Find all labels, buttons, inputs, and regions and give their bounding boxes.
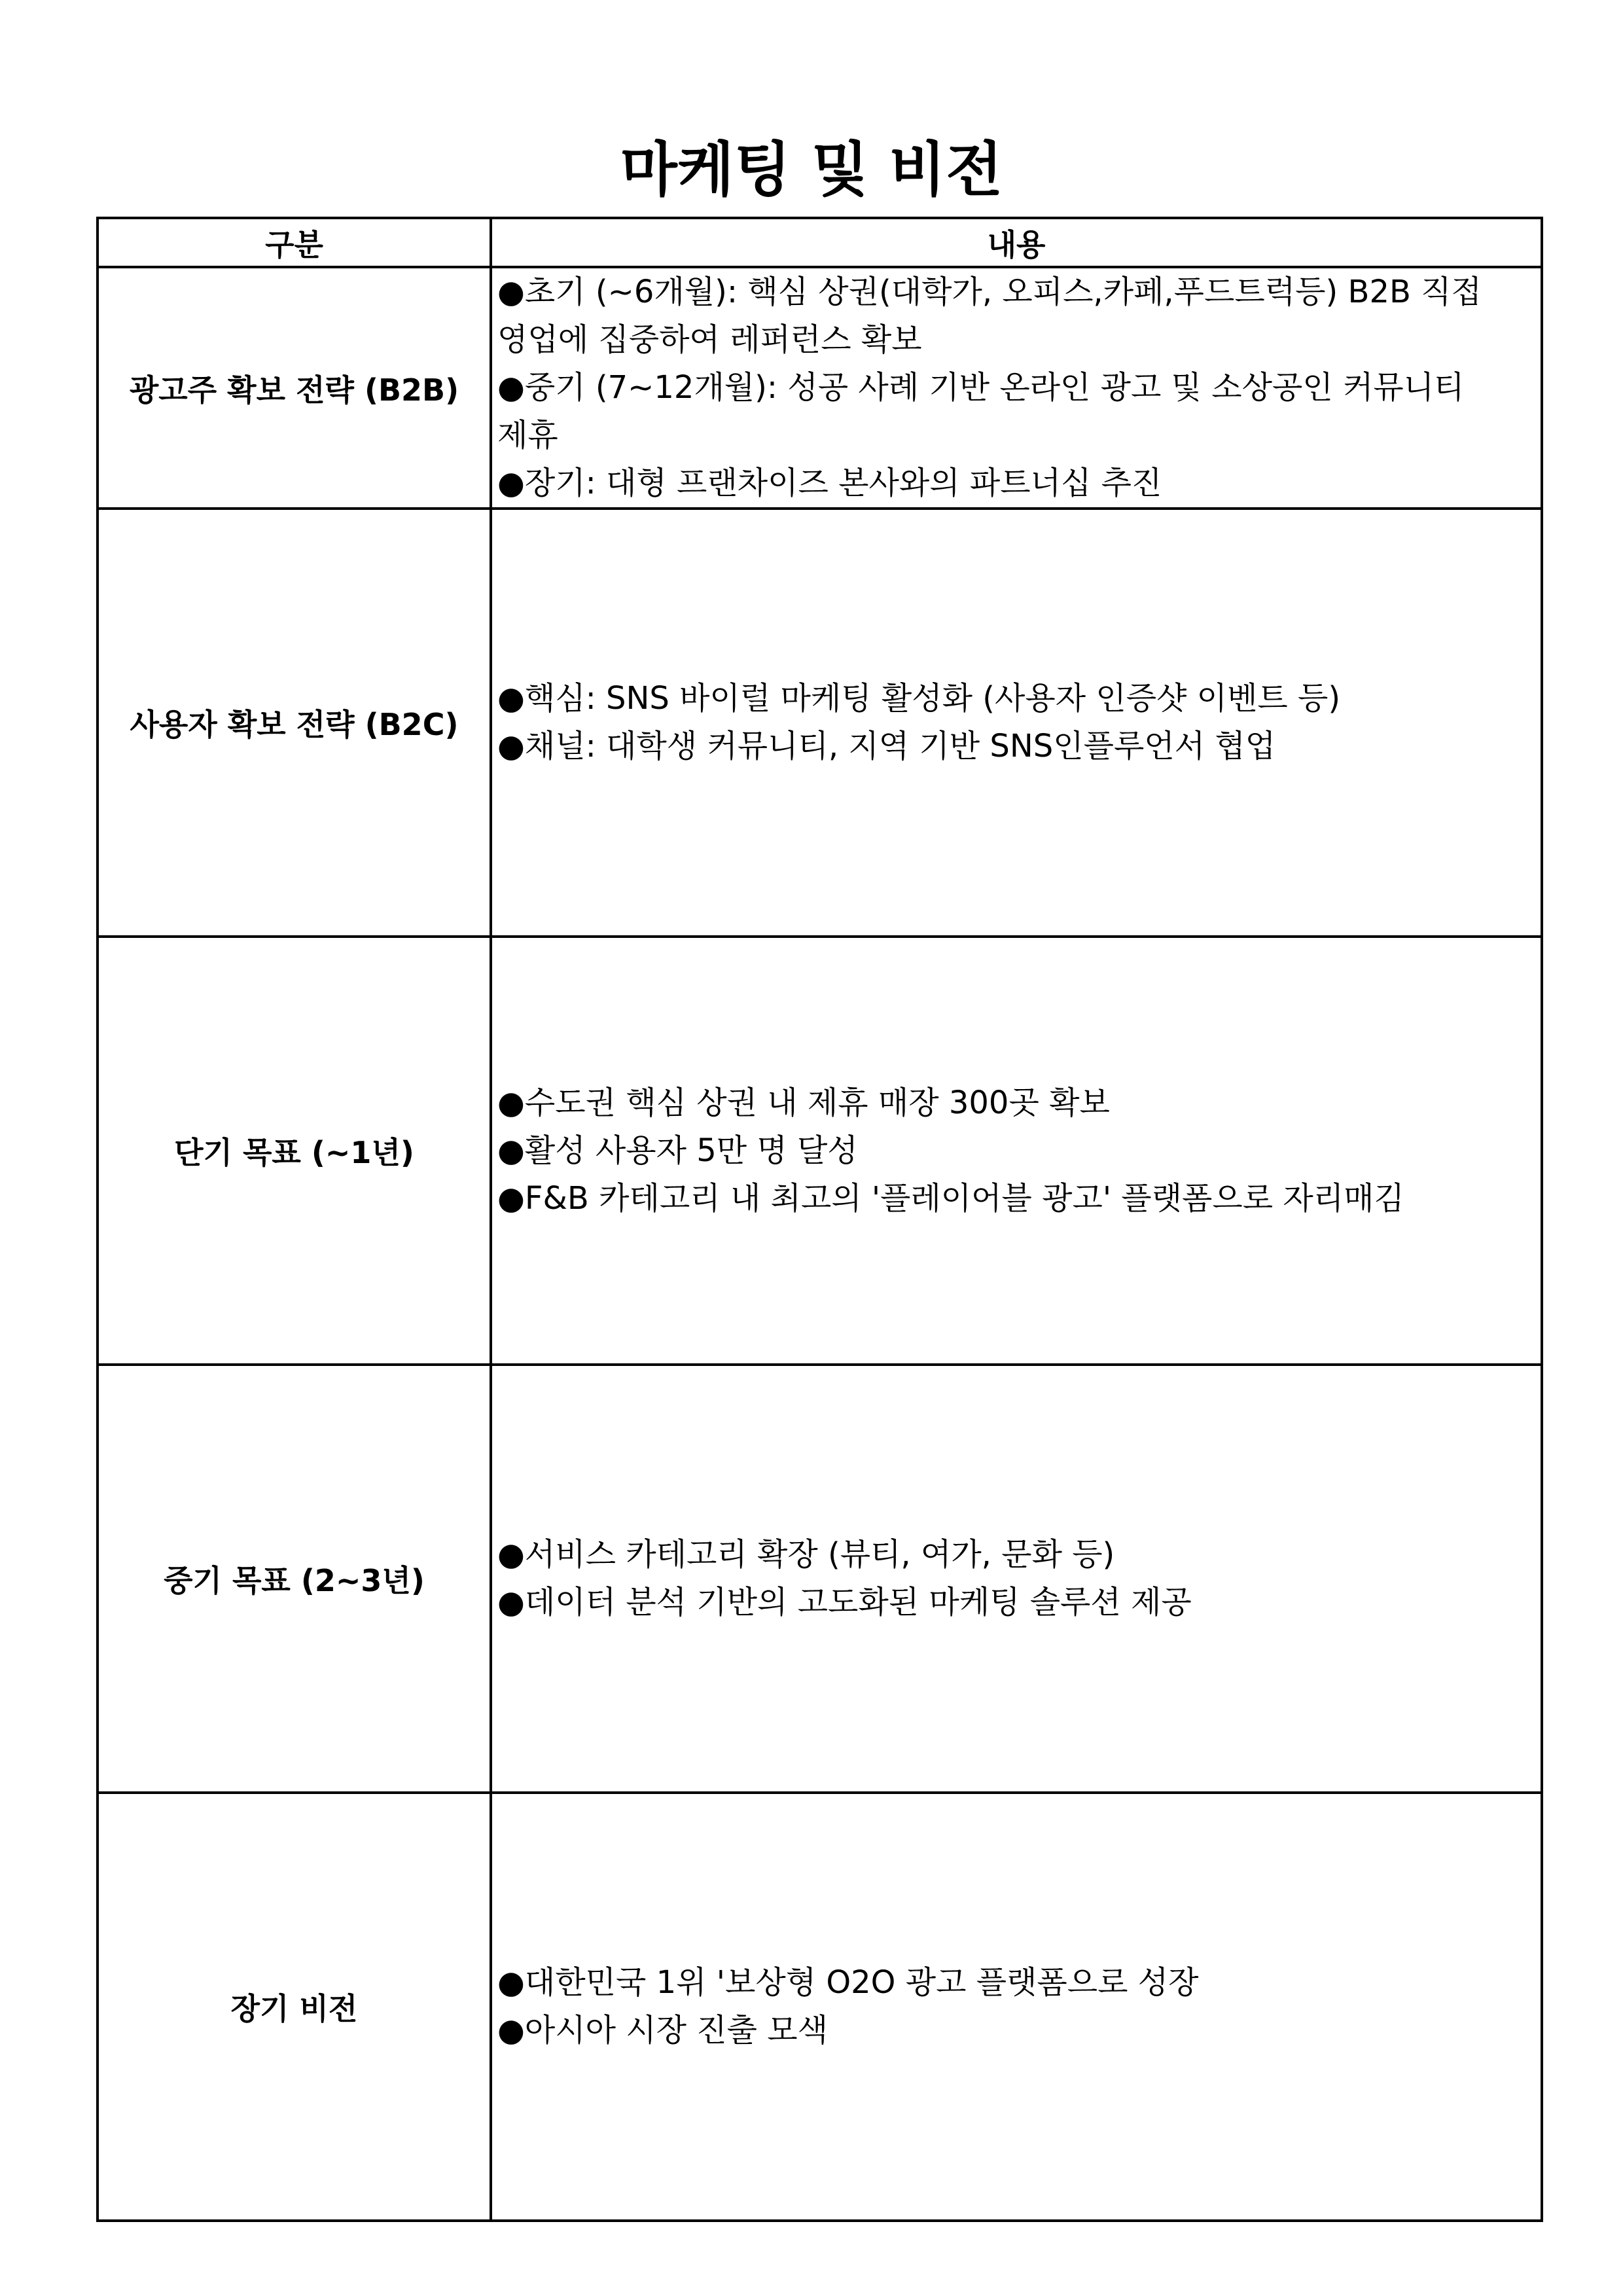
content-line: ●중기 (7~12개월): 성공 사례 기반 온라인 광고 및 소상공인 커뮤니티 <box>497 369 1465 406</box>
header-category: 구분 <box>98 218 491 267</box>
row-content <box>491 267 1542 509</box>
table-row <box>98 937 1542 1365</box>
row-label: 사용자 확보 전략 (B2C) <box>98 509 491 937</box>
row-label: 광고주 확보 전략 (B2B) <box>98 267 491 509</box>
row-label: 중기 목표 (2~3년) <box>98 1365 491 1793</box>
row-content <box>491 937 1542 1365</box>
content-line: ●핵심: SNS 바이럴 마케팅 활성화 (사용자 인증샷 이벤트 등) <box>497 680 1341 717</box>
content-line: ●장기: 대형 프랜차이즈 본사와의 파트너십 추진 <box>497 465 1162 501</box>
content-line: 영업에 집중하여 레퍼런스 확보 <box>497 321 922 358</box>
table-row <box>98 1793 1542 2221</box>
header-content: 내용 <box>491 218 1542 267</box>
content-line: ●활성 사용자 5만 명 달성 <box>497 1132 858 1169</box>
row-content <box>491 509 1542 937</box>
table-row <box>98 509 1542 937</box>
content-line: ●채널: 대학생 커뮤니티, 지역 기반 SNS인플루언서 협업 <box>497 728 1276 764</box>
content-line: ●F&B 카테고리 내 최고의 '플레이어블 광고' 플랫폼으로 자리매김 <box>497 1179 1404 1217</box>
row-content <box>491 1793 1542 2221</box>
row-label: 단기 목표 (~1년) <box>98 937 491 1365</box>
row-label: 장기 비전 <box>98 1793 491 2221</box>
content-line: ●서비스 카테고리 확장 (뷰티, 여가, 문화 등) <box>497 1536 1115 1573</box>
table-row <box>98 1365 1542 1793</box>
content-line: ●대한민국 1위 '보상형 O2O 광고 플랫폼으로 성장 <box>497 1964 1199 2001</box>
content-line: 제휴 <box>497 417 558 454</box>
content-line: ●초기 (~6개월): 핵심 상권(대학가, 오피스,카페,푸드트럭등) B2B 직접 <box>497 274 1482 310</box>
row-content <box>491 1365 1542 1793</box>
table-row <box>98 267 1542 509</box>
content-line: ●수도권 핵심 상권 내 제휴 매장 300곳 확보 <box>497 1084 1110 1121</box>
content-line: ●데이터 분석 기반의 고도화된 마케팅 솔루션 제공 <box>497 1584 1192 1621</box>
marketing-vision-table <box>96 217 1543 2222</box>
page-title: 마케팅 및 비전 <box>620 135 1003 204</box>
content-line: ●아시아 시장 진출 모색 <box>497 2012 828 2049</box>
table-header-row <box>98 218 1542 267</box>
